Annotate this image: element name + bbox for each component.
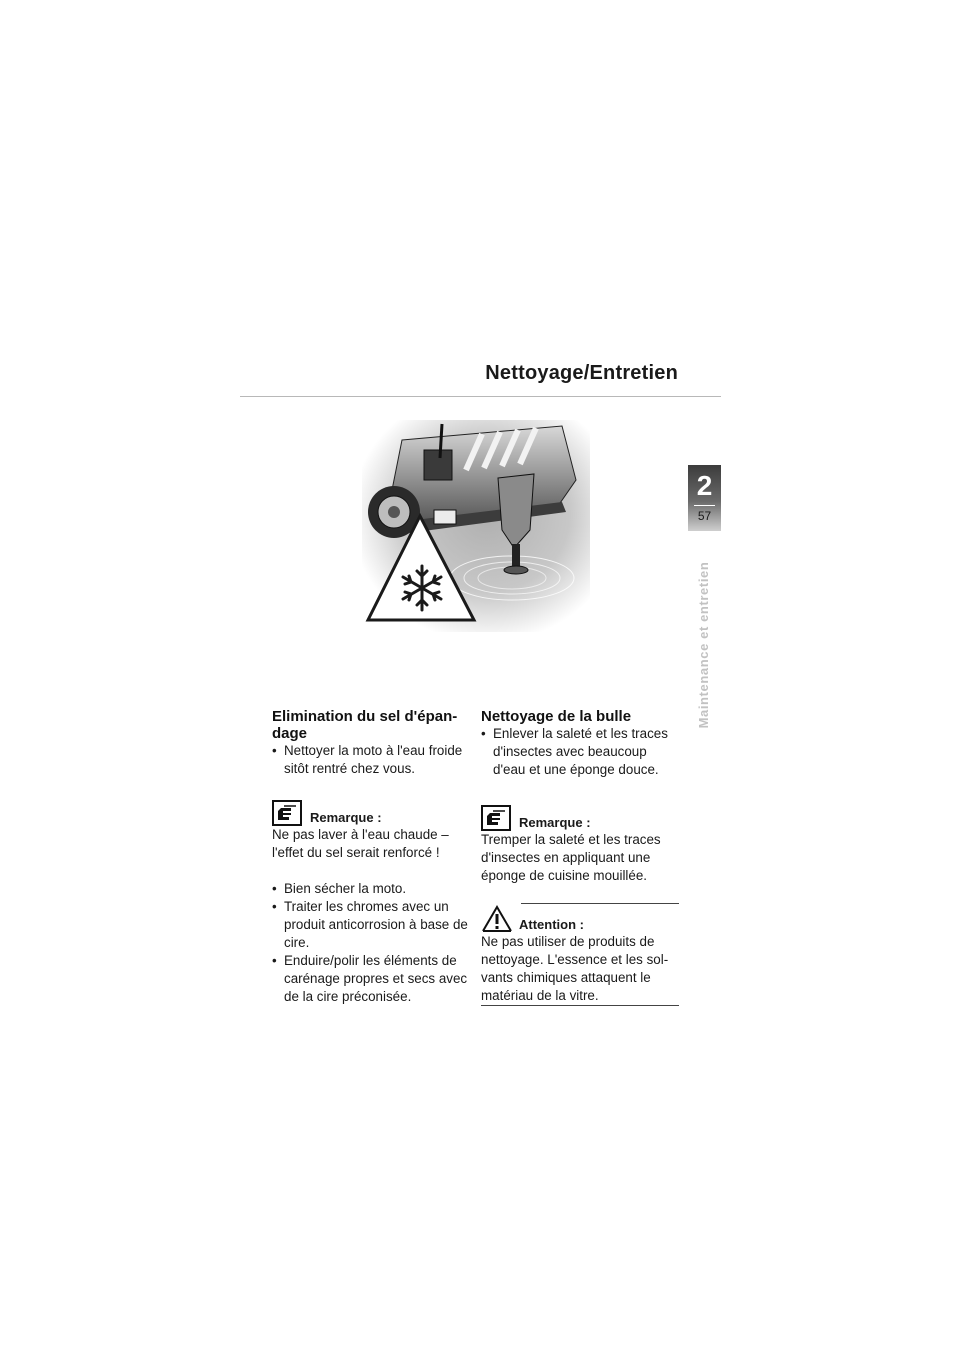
- chapter-side-label: Maintenance et entretien: [696, 561, 711, 729]
- note-text: Tremper la saleté et les traces d'insectes en appliquant une éponge de cuisine mouillée.: [481, 832, 661, 883]
- note-header: [481, 805, 681, 831]
- warning-triangle-icon: [481, 905, 513, 933]
- attention-header: [481, 903, 679, 933]
- right-column: [481, 708, 681, 1006]
- title-rule: [240, 396, 721, 397]
- left-column: [272, 708, 472, 1006]
- note-title: Remarque :: [519, 815, 591, 830]
- note-hand-icon: [272, 800, 302, 826]
- note-header: [272, 800, 472, 826]
- attention-top-rule: [521, 903, 679, 904]
- section-heading-windshield: Nettoyage de la bulle: [481, 708, 632, 725]
- attention-text: Ne pas utiliser de produits de nettoyage. L'essence et les sol-vants chimiques attaquent le matériau de la vitre.: [481, 934, 669, 1003]
- page-number: 57: [697, 509, 712, 523]
- chapter-number: 2: [696, 470, 713, 501]
- bullet-list: [272, 880, 472, 1006]
- list-item: • Traiter les chromes avec un produit anticorrosion à base de cire.: [272, 898, 472, 952]
- list-item: • Bien sécher la moto.: [272, 880, 472, 898]
- note-text: Ne pas laver à l'eau chaude – l'effet du sel serait renforcé !: [272, 827, 449, 860]
- note-hand-icon: [481, 805, 511, 831]
- bullet-list: [272, 742, 472, 778]
- note-title: Remarque :: [310, 810, 382, 825]
- salt-spreader-illustration: [362, 420, 590, 632]
- attention-title: Attention :: [519, 917, 584, 932]
- bullet-list: [481, 725, 681, 779]
- page-title: Nettoyage/Entretien: [485, 362, 678, 384]
- chapter-tab: [688, 465, 721, 531]
- chapter-divider: [694, 505, 715, 506]
- attention-box: [481, 903, 679, 1006]
- list-item: • Enduire/polir les éléments de carénage propres et secs avec de la cire préconisée.: [272, 952, 472, 1006]
- list-item: • Enlever la saleté et les traces d'insectes avec beaucoup d'eau et une éponge douce.: [481, 725, 681, 779]
- list-item: • Nettoyer la moto à l'eau froide sitôt rentré chez vous.: [272, 742, 472, 778]
- section-heading-salt: Elimination du sel d'épan-dage: [272, 708, 458, 742]
